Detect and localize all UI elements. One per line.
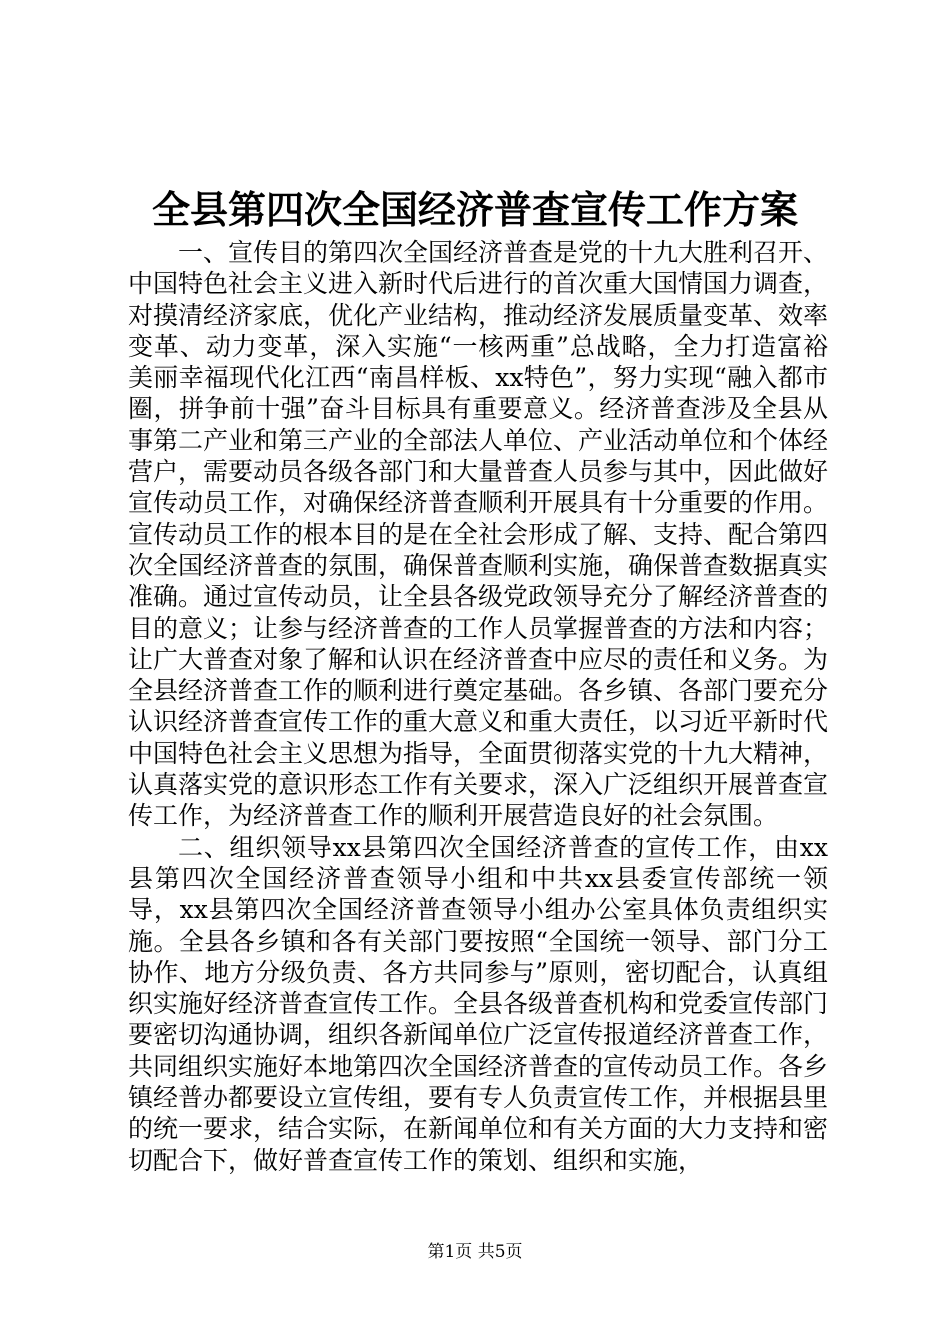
page-number-footer: 第1页 共5页 bbox=[427, 1242, 523, 1262]
document-body bbox=[128, 237, 828, 1176]
paragraph-organization-leadership: 二、组织领导xx县第四次全国经济普查的宣传工作，由xx县第四次全国经济普查领导小组和中共xx县委宣传部统一领导，xx县第四次全国经济普查领导小组办公室具体负责组织实施。全县各乡镇和各有关部门要按照“全国统一领导、部门分工协作、地方分级负责、各方共同参与”原则，密切配合，认真组织实施好经济普查宣传工作。全县各级普查机构和党委宣传部门要密切沟通协调，组织各新闻单位广泛宣传报道经济普查工作，共同组织实施好本地第四次全国经济普查的宣传动员工作。各乡镇经普办都要设立宣传组，要有专人负责宣传工作，并根据县里的统一要求，结合实际，在新闻单位和有关方面的大力支持和密切配合下，做好普查宣传工作的策划、组织和实施， bbox=[128, 832, 829, 1175]
paragraph-publicity-purpose: 一、宣传目的第四次全国经济普查是党的十九大胜利召开、中国特色社会主义进入新时代后进行的首次重大国情国力调查，对摸清经济家底，优化产业结构，推动经济发展质量变革、效率变革、动力变革，深入实施“一核两重”总战略，全力打造富裕美丽幸福现代化江西“南昌样板、xx特色”，努力实现“融入都市圈，拼争前十强”奋斗目标具有重要意义。经济普查涉及全县从事第二产业和第三产业的全部法人单位、产业活动单位和个体经营户，需要动员各级各部门和大量普查人员参与其中，因此做好宣传动员工作，对确保经济普查顺利开展具有十分重要的作用。宣传动员工作的根本目的是在全社会形成了解、支持、配合第四次全国经济普查的氛围，确保普查顺利实施，确保普查数据真实准确。通过宣传动员，让全县各级党政领导充分了解经济普查的目的意义；让参与经济普查的工作人员掌握普查的方法和内容；让广大普查对象了解和认识在经济普查中应尽的责任和义务。为全县经济普查工作的顺利进行奠定基础。各乡镇、各部门要充分认识经济普查宣传工作的重大意义和重大责任，以习近平新时代中国特色社会主义思想为指导，全面贯彻落实党的十九大精神，认真落实党的意识形态工作有关要求，深入广泛组织开展普查宣传工作，为经济普查工作的顺利开展营造良好的社会氛围。 bbox=[128, 238, 829, 831]
document-title: 全县第四次全国经济普查宣传工作方案 bbox=[151, 187, 798, 232]
